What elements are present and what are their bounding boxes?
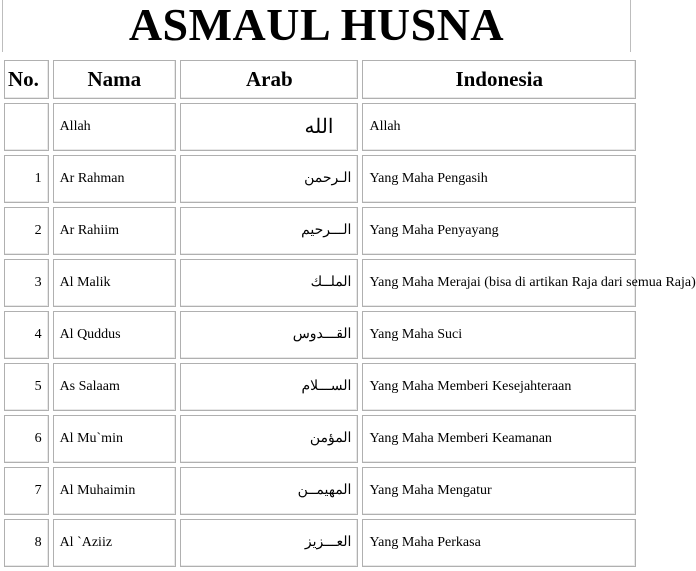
table-row xyxy=(4,311,636,359)
row-arabic: العـــزيز xyxy=(180,519,358,567)
row-meaning: Yang Maha Perkasa xyxy=(362,519,636,567)
row-number: 4 xyxy=(4,311,49,359)
row-meaning: Yang Maha Suci xyxy=(362,311,636,359)
row-arabic: الله xyxy=(180,103,358,151)
row-number: 5 xyxy=(4,363,49,411)
page-title: ASMAUL HUSNA xyxy=(128,0,505,50)
table-row xyxy=(4,467,636,515)
row-number: 1 xyxy=(4,155,49,203)
row-meaning: Yang Maha Memberi Kesejahteraan xyxy=(362,363,636,411)
row-name: Al Muhaimin xyxy=(53,467,177,515)
header-indonesia: Indonesia xyxy=(362,60,636,99)
row-number: 8 xyxy=(4,519,49,567)
title-bar xyxy=(2,0,631,52)
table-header-row xyxy=(4,60,636,99)
row-arabic: القـــدوس xyxy=(180,311,358,359)
row-meaning: Yang Maha Penyayang xyxy=(362,207,636,255)
row-name: Allah xyxy=(53,103,177,151)
row-arabic: الـرحمن xyxy=(180,155,358,203)
table-row xyxy=(4,415,636,463)
row-arabic: الـــرحيم xyxy=(180,207,358,255)
row-name: Al Quddus xyxy=(53,311,177,359)
row-name: As Salaam xyxy=(53,363,177,411)
row-number: 2 xyxy=(4,207,49,255)
table-row xyxy=(4,103,636,151)
row-number xyxy=(4,103,49,151)
names-table xyxy=(0,56,696,571)
row-meaning: Yang Maha Mengatur xyxy=(362,467,636,515)
row-meaning: Allah xyxy=(362,103,636,151)
header-nama: Nama xyxy=(53,60,177,99)
header-arab: Arab xyxy=(180,60,358,99)
table-row xyxy=(4,363,636,411)
row-name: Al `Aziiz xyxy=(53,519,177,567)
header-no: No. xyxy=(4,60,49,99)
row-name: Ar Rahiim xyxy=(53,207,177,255)
row-meaning: Yang Maha Merajai (bisa di artikan Raja dari semua Raja) xyxy=(362,259,636,307)
row-arabic: الملــك xyxy=(180,259,358,307)
row-name: Al Malik xyxy=(53,259,177,307)
row-arabic: الســـلام xyxy=(180,363,358,411)
row-arabic: المؤمن xyxy=(180,415,358,463)
table-row xyxy=(4,259,636,307)
table-row xyxy=(4,207,636,255)
row-number: 3 xyxy=(4,259,49,307)
row-number: 6 xyxy=(4,415,49,463)
row-number: 7 xyxy=(4,467,49,515)
row-name: Al Mu`min xyxy=(53,415,177,463)
row-meaning: Yang Maha Memberi Keamanan xyxy=(362,415,636,463)
row-meaning: Yang Maha Pengasih xyxy=(362,155,636,203)
table-row xyxy=(4,155,636,203)
row-arabic: المهيمــن xyxy=(180,467,358,515)
table-row xyxy=(4,519,636,567)
row-name: Ar Rahman xyxy=(53,155,177,203)
